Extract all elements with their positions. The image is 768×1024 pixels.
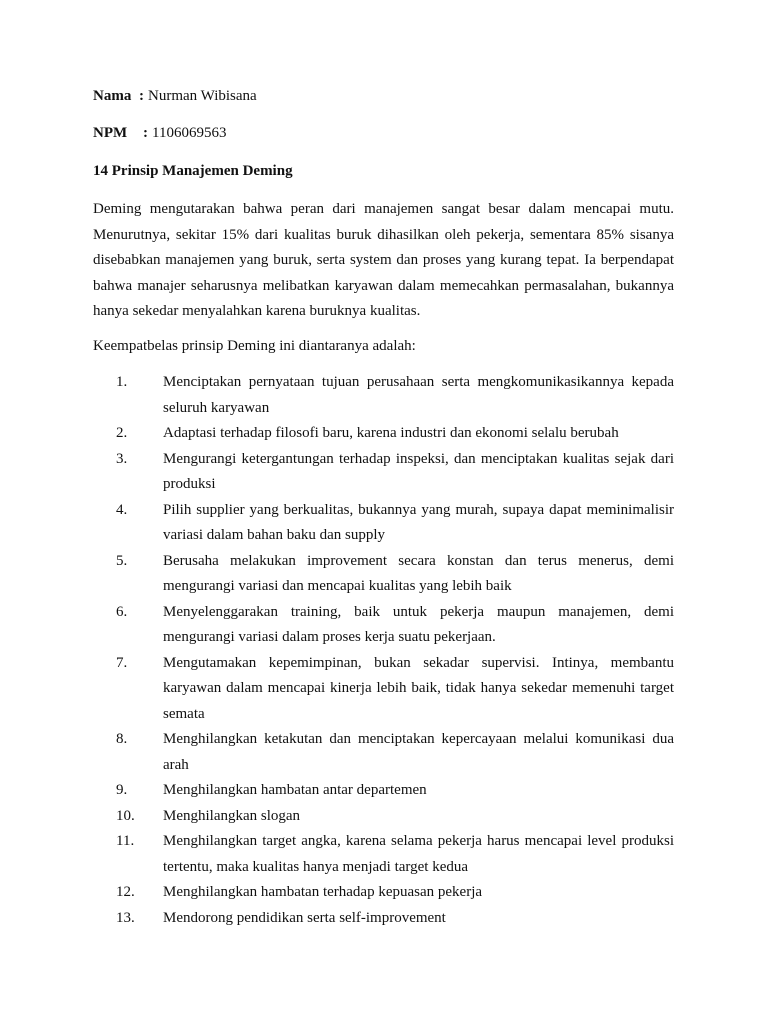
list-item-number: 10.	[116, 807, 135, 824]
list-item	[93, 880, 674, 906]
list-item-number: 7.	[116, 654, 128, 671]
name-label: Nama	[93, 88, 132, 104]
list-item-number: 11.	[116, 833, 135, 849]
list-item-number: 3.	[116, 450, 128, 467]
list-item-number: 1.	[116, 374, 128, 390]
list-item	[93, 727, 674, 778]
list-item	[93, 549, 674, 600]
list-item	[93, 370, 674, 421]
list-item	[93, 906, 674, 932]
list-item-text: Menyelenggarakan training, baik untuk pekerja maupun manajemen, demi mengurangi variasi dalam proses kerja suatu pekerjaan.	[163, 603, 674, 645]
list-item-number: 5.	[116, 552, 128, 569]
list-item-text: Menghilangkan hambatan antar departemen	[163, 782, 427, 798]
list-item-number: 2.	[116, 425, 128, 441]
list-item	[93, 498, 674, 549]
list-item	[93, 600, 674, 651]
list-item-text: Mengurangi ketergantungan terhadap inspeksi, dan menciptakan kualitas sejak dari produksi	[163, 450, 674, 492]
list-item-text: Menghilangkan target angka, karena selama pekerja harus mencapai level produksi tertentu, maka kualitas hanya menjadi target kedua	[163, 833, 674, 875]
list-item-number: 8.	[116, 731, 128, 747]
list-item-text: Menciptakan pernyataan tujuan perusahaan serta mengkomunikasikannya kepada seluruh karyawan	[163, 374, 674, 416]
document-title: 14 Prinsip Manajemen Deming	[93, 163, 293, 179]
list-item	[93, 651, 674, 728]
list-intro: Keempatbelas prinsip Deming ini diantaranya adalah:	[93, 338, 416, 354]
list-item-text: Menghilangkan slogan	[163, 807, 301, 824]
list-item-number: 6.	[116, 603, 128, 620]
name-colon: :	[139, 88, 144, 104]
list-item-text: Mendorong pendidikan serta self-improvement	[163, 909, 446, 926]
list-item-number: 13.	[116, 909, 135, 926]
list-item-text: Menghilangkan ketakutan dan menciptakan kepercayaan melalui komunikasi dua arah	[163, 731, 674, 773]
npm-value: 1106069563	[152, 125, 227, 141]
npm-colon: :	[143, 125, 148, 141]
list-item	[93, 804, 674, 830]
list-item-text: Pilih supplier yang berkualitas, bukannya yang murah, supaya dapat meminimalisir variasi dalam bahan baku dan supply	[163, 501, 674, 543]
list-item	[93, 447, 674, 498]
npm-field	[93, 123, 226, 143]
list-item	[93, 421, 674, 447]
principles-list	[93, 370, 674, 931]
list-item-text: Menghilangkan hambatan terhadap kepuasan pekerja	[163, 884, 483, 900]
list-item-number: 4.	[116, 501, 128, 518]
list-item	[93, 778, 674, 804]
name-value: Nurman Wibisana	[148, 88, 257, 104]
list-item-number: 9.	[116, 782, 128, 798]
npm-label: NPM	[93, 125, 128, 141]
list-item-text: Mengutamakan kepemimpinan, bukan sekadar supervisi. Intinya, membantu karyawan dalam mencapai kinerja lebih baik, tidak hanya sekedar memenuhi target semata	[163, 654, 674, 722]
list-item-text: Adaptasi terhadap filosofi baru, karena industri dan ekonomi selalu berubah	[163, 425, 619, 441]
list-item	[93, 829, 674, 880]
name-field	[93, 86, 257, 106]
list-item-text: Berusaha melakukan improvement secara konstan dan terus menerus, demi mengurangi variasi dan mencapai kualitas yang lebih baik	[163, 552, 674, 594]
list-item-number: 12.	[116, 884, 135, 900]
body-paragraph: Deming mengutarakan bahwa peran dari manajemen sangat besar dalam mencapai mutu. Menurutnya, sekitar 15% dari kualitas buruk dihasilkan oleh pekerja, sementara 85% sisanya disebabkan manajemen yang buruk, serta system dan proses yang kurang tepat. Ia berpendapat bahwa manajer seharusnya melibatkan karyawan dalam memecahkan permasalahan, bukannya hanya sekedar menyalahkan karena buruknya kualitas.	[93, 201, 674, 319]
